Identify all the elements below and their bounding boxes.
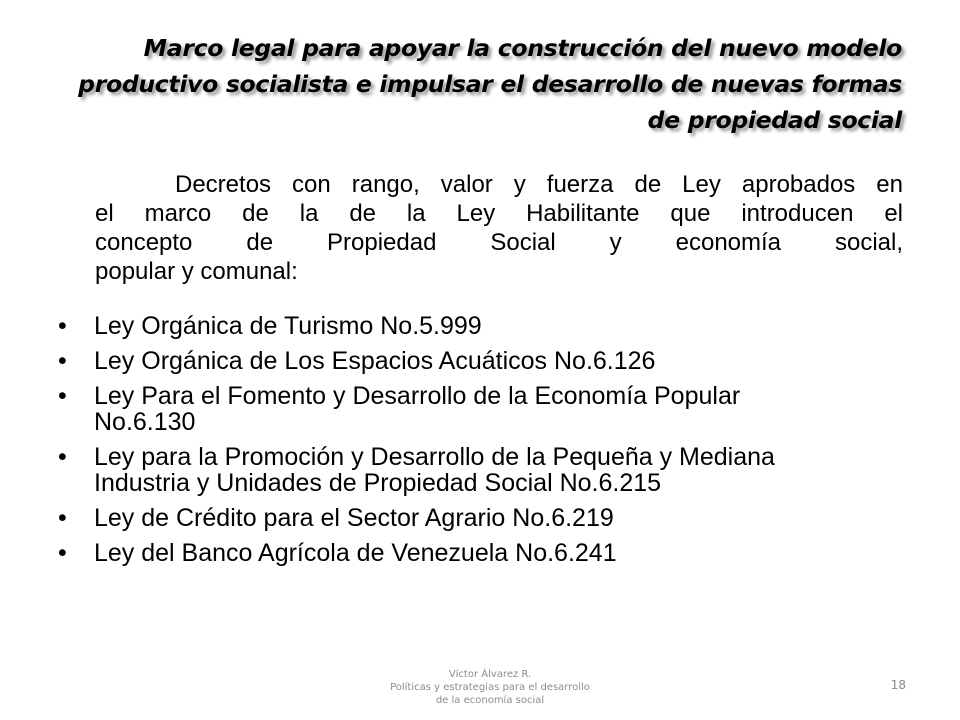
bullet-icon: • — [58, 443, 67, 471]
list-item-text: Ley del Banco Agrícola de Venezuela No.6.241 — [94, 539, 617, 567]
footer-subtitle-line-2: de la economía social — [435, 695, 545, 706]
list-item — [58, 505, 838, 531]
intro-line-2: el marco de la de la Ley Habilitante que introducen el — [95, 200, 903, 227]
slide-title — [60, 30, 902, 138]
title-line-1: Marco legal para apoyar la construcción del nuevo modelo — [143, 34, 902, 62]
title-line-3: de propiedad social — [647, 106, 902, 134]
list-item-text: Ley para la Promoción y Desarrollo de la Pequeña y Mediana Industria y Unidades de Propiedad Social No.6.215 — [94, 443, 775, 497]
list-item-text: Ley Orgánica de Turismo No.5.999 — [94, 312, 482, 340]
bullet-icon: • — [58, 312, 67, 340]
list-item — [58, 348, 838, 374]
list-item — [58, 383, 838, 435]
bullet-icon: • — [58, 347, 67, 375]
list-item — [58, 444, 838, 496]
list-item-text: Ley Para el Fomento y Desarrollo de la Economía Popular No.6.130 — [94, 382, 741, 436]
intro-line-1: Decretos con rango, valor y fuerza de Ley aprobados en — [175, 171, 903, 198]
intro-line-4: popular y comunal: — [95, 258, 298, 285]
bullet-icon: • — [58, 539, 67, 567]
bullet-icon: • — [58, 382, 67, 410]
title-line-2: productivo socialista e impulsar el desarrollo de nuevas formas — [78, 70, 902, 98]
footer-author-block — [360, 668, 620, 707]
list-item-text: Ley de Crédito para el Sector Agrario No.6.219 — [94, 504, 614, 532]
list-item — [58, 313, 838, 339]
list-item — [58, 540, 838, 566]
intro-line-3: concepto de Propiedad Social y economía social, — [95, 229, 903, 256]
footer-author: Víctor Álvarez R. — [448, 669, 532, 680]
law-list — [58, 313, 838, 575]
page-number: 18 — [890, 678, 906, 692]
list-item-text: Ley Orgánica de Los Espacios Acuáticos No.6.126 — [94, 347, 656, 375]
intro-paragraph — [95, 170, 903, 286]
footer-subtitle-line-1: Políticas y estrategias para el desarrollo — [390, 682, 590, 693]
bullet-icon: • — [58, 504, 67, 532]
